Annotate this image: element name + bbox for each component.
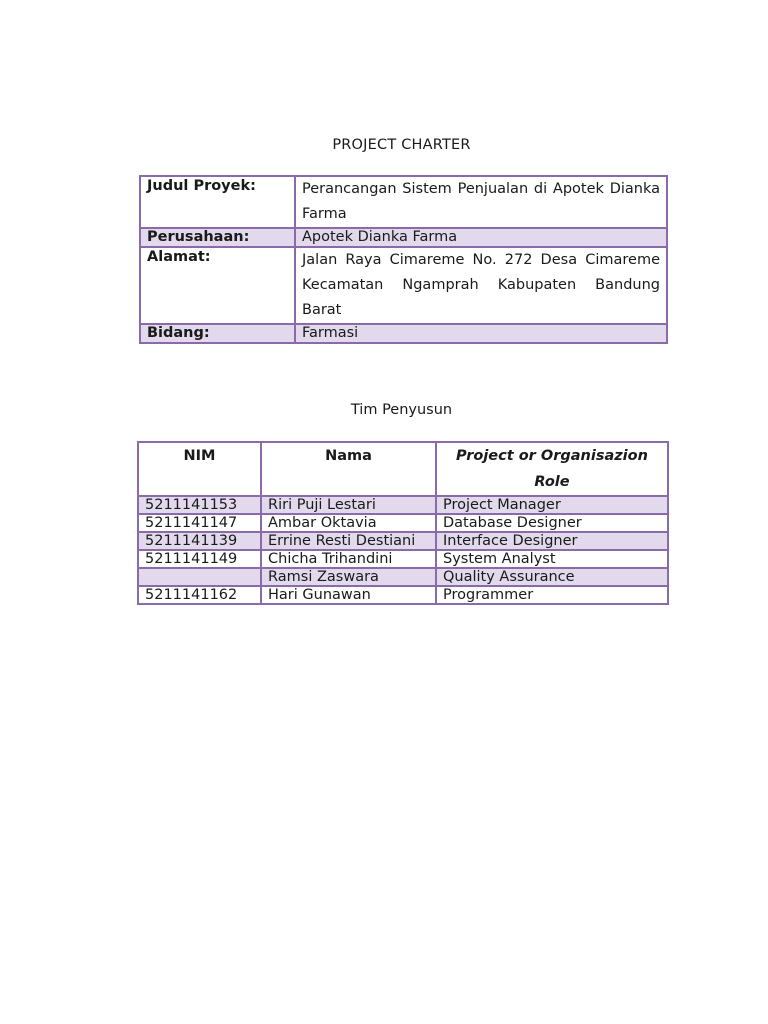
charter-row-company (140, 228, 667, 247)
cell-nama: Ramsi Zaswara (261, 568, 436, 586)
charter-label: Judul Proyek: (140, 176, 295, 228)
charter-value: Farmasi (295, 324, 667, 343)
charter-label: Perusahaan: (140, 228, 295, 247)
team-table (137, 441, 669, 605)
cell-role: Interface Designer (436, 532, 668, 550)
header-role: Project or Organisazion Role (436, 442, 668, 496)
cell-nama: Ambar Oktavia (261, 514, 436, 532)
cell-role: Programmer (436, 586, 668, 604)
table-row (138, 496, 668, 514)
cell-nama: Chicha Trihandini (261, 550, 436, 568)
cell-nim: 5211141147 (138, 514, 261, 532)
charter-value: Perancangan Sistem Penjualan di Apotek Dianka Farma (295, 176, 667, 228)
header-nama: Nama (261, 442, 436, 496)
table-row (138, 514, 668, 532)
cell-nim: 5211141153 (138, 496, 261, 514)
charter-label: Alamat: (140, 247, 295, 324)
cell-role: Database Designer (436, 514, 668, 532)
table-row (138, 550, 668, 568)
cell-role: Quality Assurance (436, 568, 668, 586)
cell-nim: 5211141162 (138, 586, 261, 604)
team-section-title: Tim Penyusun (350, 402, 453, 418)
charter-label: Bidang: (140, 324, 295, 343)
charter-row-field (140, 324, 667, 343)
table-row (138, 532, 668, 550)
team-header-row (138, 442, 668, 496)
cell-nama: Riri Puji Lestari (261, 496, 436, 514)
charter-table (139, 175, 668, 344)
cell-nama: Errine Resti Destiani (261, 532, 436, 550)
cell-role: Project Manager (436, 496, 668, 514)
cell-nim (138, 568, 261, 586)
cell-role: System Analyst (436, 550, 668, 568)
charter-value: Apotek Dianka Farma (295, 228, 667, 247)
table-row (138, 586, 668, 604)
charter-row-project-title (140, 176, 667, 228)
charter-row-address (140, 247, 667, 324)
cell-nama: Hari Gunawan (261, 586, 436, 604)
cell-nim: 5211141149 (138, 550, 261, 568)
table-row (138, 568, 668, 586)
charter-value: Jalan Raya Cimareme No. 272 Desa Cimareme Kecamatan Ngamprah Kabupaten Bandung Barat (295, 247, 667, 324)
cell-nim: 5211141139 (138, 532, 261, 550)
header-nim: NIM (138, 442, 261, 496)
document-title: PROJECT CHARTER (332, 137, 471, 153)
